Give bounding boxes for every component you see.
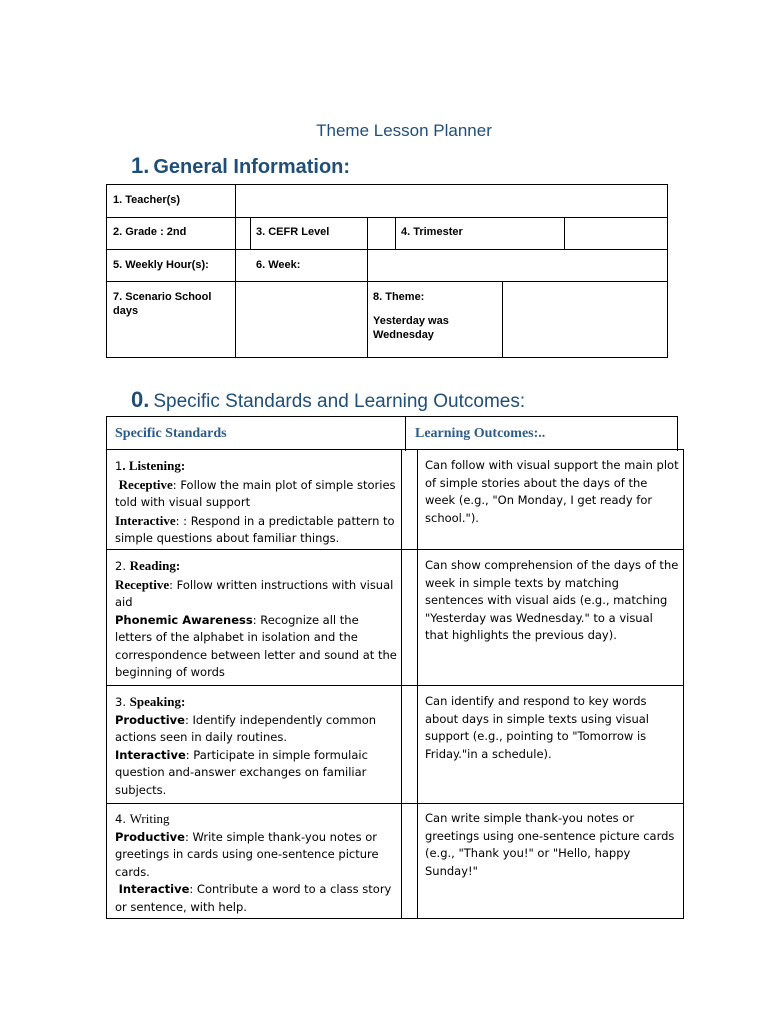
section-1-title: General Information: bbox=[153, 156, 351, 178]
theme-label: 8. Theme: bbox=[373, 291, 425, 303]
outcome-speaking: Can identify and respond to key words about days in simple texts using visual support (e.g., pointing to "Tomorrow is Friday."in a schedule). bbox=[425, 694, 649, 761]
outcome-listening: Can follow with visual support the main plot of simple stories about the days of the week (e.g., "On Monday, I get ready for school."). bbox=[425, 458, 679, 525]
weekly-hours-label: 5. Weekly Hour(s): bbox=[113, 259, 209, 271]
outcome-reading: Can show comprehension of the days of the week in simple texts by matching sentences with visual aids (e.g., matching "Yesterday was Wednesday." to a visual that highlights the previous day). bbox=[425, 558, 679, 642]
standard-writing: 4. Writing Productive: Write simple thank-you notes or greetings in cards using one-sentence picture cards. Interactive: Contribute a word to a class story or sentence, with help. bbox=[115, 811, 392, 914]
section-1-heading bbox=[131, 153, 350, 179]
general-info-table bbox=[106, 184, 668, 358]
section-1-number: 1. bbox=[131, 153, 150, 178]
trimester-label: 4. Trimester bbox=[401, 226, 463, 238]
teacher-label: 1. Teacher(s) bbox=[113, 194, 181, 206]
scenario-label: 7. Scenario School days bbox=[113, 291, 212, 317]
document-title: Theme Lesson Planner bbox=[316, 121, 492, 140]
theme-value: Yesterday was Wednesday bbox=[373, 315, 449, 341]
outcome-writing: Can write simple thank-you notes or greetings using one-sentence picture cards (e.g., "Thank you!" or "Hello, happy Sunday!" bbox=[425, 811, 675, 878]
grade-label: 2. Grade : 2nd bbox=[113, 226, 187, 238]
standards-header-row bbox=[106, 416, 678, 451]
standard-speaking: 3. Speaking: Productive: Identify independently common actions seen in daily routines. Interactive: Participate in simple formulaic question and-answer exchanges on familiar subjects. bbox=[115, 694, 377, 797]
theme-cell bbox=[367, 284, 502, 348]
specific-standards-header: Specific Standards bbox=[115, 426, 227, 441]
section-2-title: Specific Standards and Learning Outcomes: bbox=[153, 391, 526, 412]
section-2-number: 0. bbox=[131, 387, 150, 412]
standard-reading: 2. Reading: Receptive: Follow written instructions with visual aid Phonemic Awareness: Recognize all the letters of the alphabet in isolation and the correspondence between letter and sound at the beginning of words bbox=[115, 558, 397, 679]
section-2-heading bbox=[131, 387, 525, 413]
learning-outcomes-header: Learning Outcomes:.. bbox=[415, 426, 546, 441]
standard-listening: 1. Listening: Receptive: Follow the main plot of simple stories told with visual support Interactive: : Respond in a predictable pattern to simple questions about familiar things. bbox=[115, 458, 396, 545]
standards-table bbox=[106, 449, 684, 919]
week-label: 6. Week: bbox=[256, 259, 301, 271]
cefr-level-label: 3. CEFR Level bbox=[256, 226, 330, 238]
